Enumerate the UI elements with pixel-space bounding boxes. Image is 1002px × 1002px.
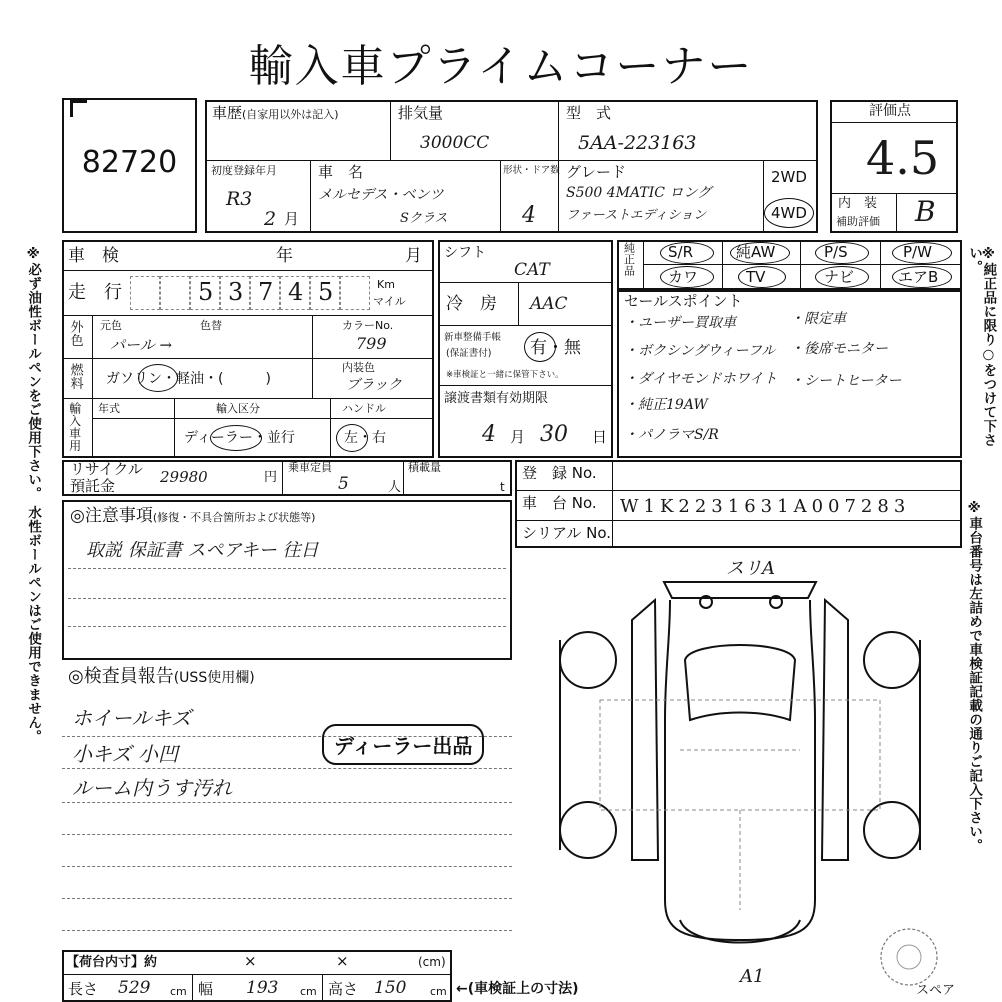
fuel-selected-circle [138,364,178,392]
dims-width-unit: cm [300,985,317,998]
dims-width-value: 193 [246,978,279,998]
exterior-side-label: 外色 [67,320,83,347]
sales-point-8: ・パノラマS/R [624,427,719,443]
load-unit: t [500,480,505,494]
grade-value-1: S500 4MATIC ロング [566,185,712,201]
equipment-side-label: 純正品 [622,242,636,277]
exterior-color-value: パール → [110,336,173,354]
chassis-value: W1K2231631A007283 [620,496,911,517]
manual-note: ※車検証と一緒に保管下さい。 [446,370,564,380]
first-reg-month: 2 [264,208,277,230]
equip-tv: TV [746,268,766,286]
transfer-day: 30 [540,422,568,447]
first-reg-month-unit: 月 [284,210,300,228]
manual-label-2: (保証書付) [446,348,492,359]
load-label: 積載量 [408,461,441,474]
lot-number: 82720 [81,145,178,180]
exterior-orig-label: 元色 [100,319,122,332]
chassis-label: 車 台 No. [522,494,597,512]
mileage-digit-4: 4 [288,278,304,306]
page-title: 輸入車プライムコーナー [248,41,754,92]
color-code-value: 799 [356,334,387,353]
dims-height-label: 高さ [328,980,359,998]
exterior-changed-label: 色替 [200,319,222,332]
capacity-unit: 人 [388,480,402,495]
manual-label-1: 新車整備手帳 [444,332,502,343]
recycle-unit: 円 [264,470,278,485]
inspector-line-2: 小キズ 小凹 [72,742,178,766]
sales-point-2: ・限定車 [790,311,846,327]
car-name-value-1: メルセデス・ベンツ [318,187,444,203]
sales-point-4: ・後席モニター [790,341,888,357]
capacity-label: 乗車定員 [288,461,332,474]
shift-label: シフト [444,245,486,261]
diagram-top-mark: スリA [726,558,775,579]
history-label: 車歴(自家用以外は記入) [212,104,339,122]
dims-length-unit: cm [170,985,187,998]
score-label: 評価点 [869,103,911,119]
transfer-label: 譲渡書類有効期限 [444,391,549,406]
shaken-year: 年 [276,246,293,266]
transfer-month: 4 [482,422,496,447]
manual-value: 有・無 [530,338,581,358]
shaken-label: 車 検 [68,246,119,266]
manual-selected-circle [524,332,556,362]
shaken-month: 月 [405,246,422,266]
interior-color-label: 内装色 [342,361,375,374]
sales-point-5: ・ダイヤモンドホワイト [624,371,778,387]
handle-selected-circle [336,424,368,452]
fuel-options: ガソリン・軽油・( ) [106,371,271,387]
left-vertical-note: ※必ず油性ボールペンをご使用下さい。 水性ボールペンはご使用できません。 [25,246,42,744]
dims-length-label: 長さ [68,980,99,998]
equip-leather: カワ [668,268,699,286]
dims-length-value: 529 [118,978,151,998]
model-code-label: 型 式 [566,104,612,122]
transfer-day-unit: 日 [592,428,608,446]
registration-label: 登 録 No. [522,464,597,482]
sales-point-6: ・シートヒーター [790,373,902,389]
equip-navi: ナビ [824,268,855,286]
recycle-label-2: 預託金 [70,477,116,495]
ac-value: AAC [530,294,568,314]
mileage-unit-km: Km [377,278,395,291]
first-reg-label: 初度登録年月 [211,164,277,177]
sales-points-label: セールスポイント [624,292,743,310]
score-value: 4.5 [866,131,940,185]
cargo-x2: × [336,952,349,970]
lot-corner-mark [70,100,87,117]
inspector-line-3: ルーム内うす汚れ [72,776,232,800]
dims-note: ←(車検証上の寸法) [456,981,579,997]
car-diagram [540,560,960,960]
mileage-digit-1: 5 [198,278,214,306]
mileage-unit-mile: マイル [373,295,406,308]
interior-color-value: ブラック [346,377,402,393]
import-side-label: 輸入車用 [67,402,82,452]
cargo-label: 【荷台内寸】約 [66,955,158,970]
serial-label: シリアル No. [522,524,612,542]
import-type-value: ディーラー・並行 [184,430,295,446]
capacity-value: 5 [338,474,349,494]
car-name-label: 車 名 [318,163,364,181]
equip-sr: S/R [668,243,693,261]
handle-value: 左・右 [344,430,386,446]
import-year-label: 年式 [98,402,120,415]
diagram-bottom-mark: A1 [740,966,765,987]
doors-label: 形状・ドア数 [503,165,560,176]
interior-label-2: 補助評価 [836,215,880,228]
interior-value: B [915,195,936,228]
displacement-value: 3000CC [420,133,490,153]
ac-label: 冷 房 [446,294,497,314]
import-type-label: 輸入区分 [216,402,260,415]
doors-value: 4 [522,203,536,228]
model-code-value: 5AA-223163 [578,132,697,154]
dims-height-value: 150 [374,978,407,998]
equip-pw: P/W [903,243,932,261]
mileage-digit-2: 3 [228,278,244,306]
right-vertical-note-1: ※純正品に限り○をつけて下さい。 [966,246,997,447]
first-reg-era: R3 [226,188,253,210]
mileage-digit-3: 7 [258,278,274,306]
sales-point-3: ・ボクシングウィーフル [624,343,776,359]
drive-4wd: 4WD [771,204,807,222]
shift-value: CAT [514,260,550,280]
notes-label: ◎注意事項(修復・不具合箇所および状態等) [70,506,316,526]
recycle-value: 29980 [160,468,208,486]
fuel-side-label: 燃料 [67,363,83,390]
sales-point-1: ・ユーザー買取車 [624,315,736,331]
import-selected-circle [210,425,262,451]
drive-4wd-circle [764,198,814,228]
car-name-value-2: Sクラス [400,211,448,226]
handle-label: ハンドル [342,402,386,415]
interior-label-1: 内 装 [838,196,878,211]
grade-label: グレード [566,163,627,181]
equip-aw: 純AW [736,243,776,261]
inspector-line-1: ホイールキズ [72,706,192,730]
cargo-unit: (cm) [418,955,446,969]
displacement-label: 排気量 [398,104,444,122]
color-code-label: カラーNo. [342,319,394,332]
right-vertical-note-2: ※車台番号は左詰めで車検証記載の通りご記入下さい。 [966,500,983,853]
mileage-label: 走 行 [68,282,122,303]
spare-tire-icon [878,926,940,988]
diagram-spare-label: スペア [916,983,956,998]
grade-value-2: ファーストエディション [566,208,707,223]
sales-point-7: ・純正19AW [624,397,708,413]
dims-height-unit: cm [430,985,447,998]
equip-ps: P/S [824,243,848,261]
drive-2wd: 2WD [771,168,807,186]
inspector-label: ◎検査員報告(USS使用欄) [68,666,255,687]
equip-airbag: エアB [898,268,939,286]
transfer-month-unit: 月 [510,428,526,446]
recycle-label-1: リサイクル [70,460,143,478]
dealer-stamp: ディーラー出品 [322,724,484,765]
mileage-digit-5: 5 [318,278,334,306]
dims-width-label: 幅 [198,980,214,998]
notes-line-1: 取説 保証書 スペアキー 往日 [86,540,319,561]
cargo-x1: × [244,952,257,970]
